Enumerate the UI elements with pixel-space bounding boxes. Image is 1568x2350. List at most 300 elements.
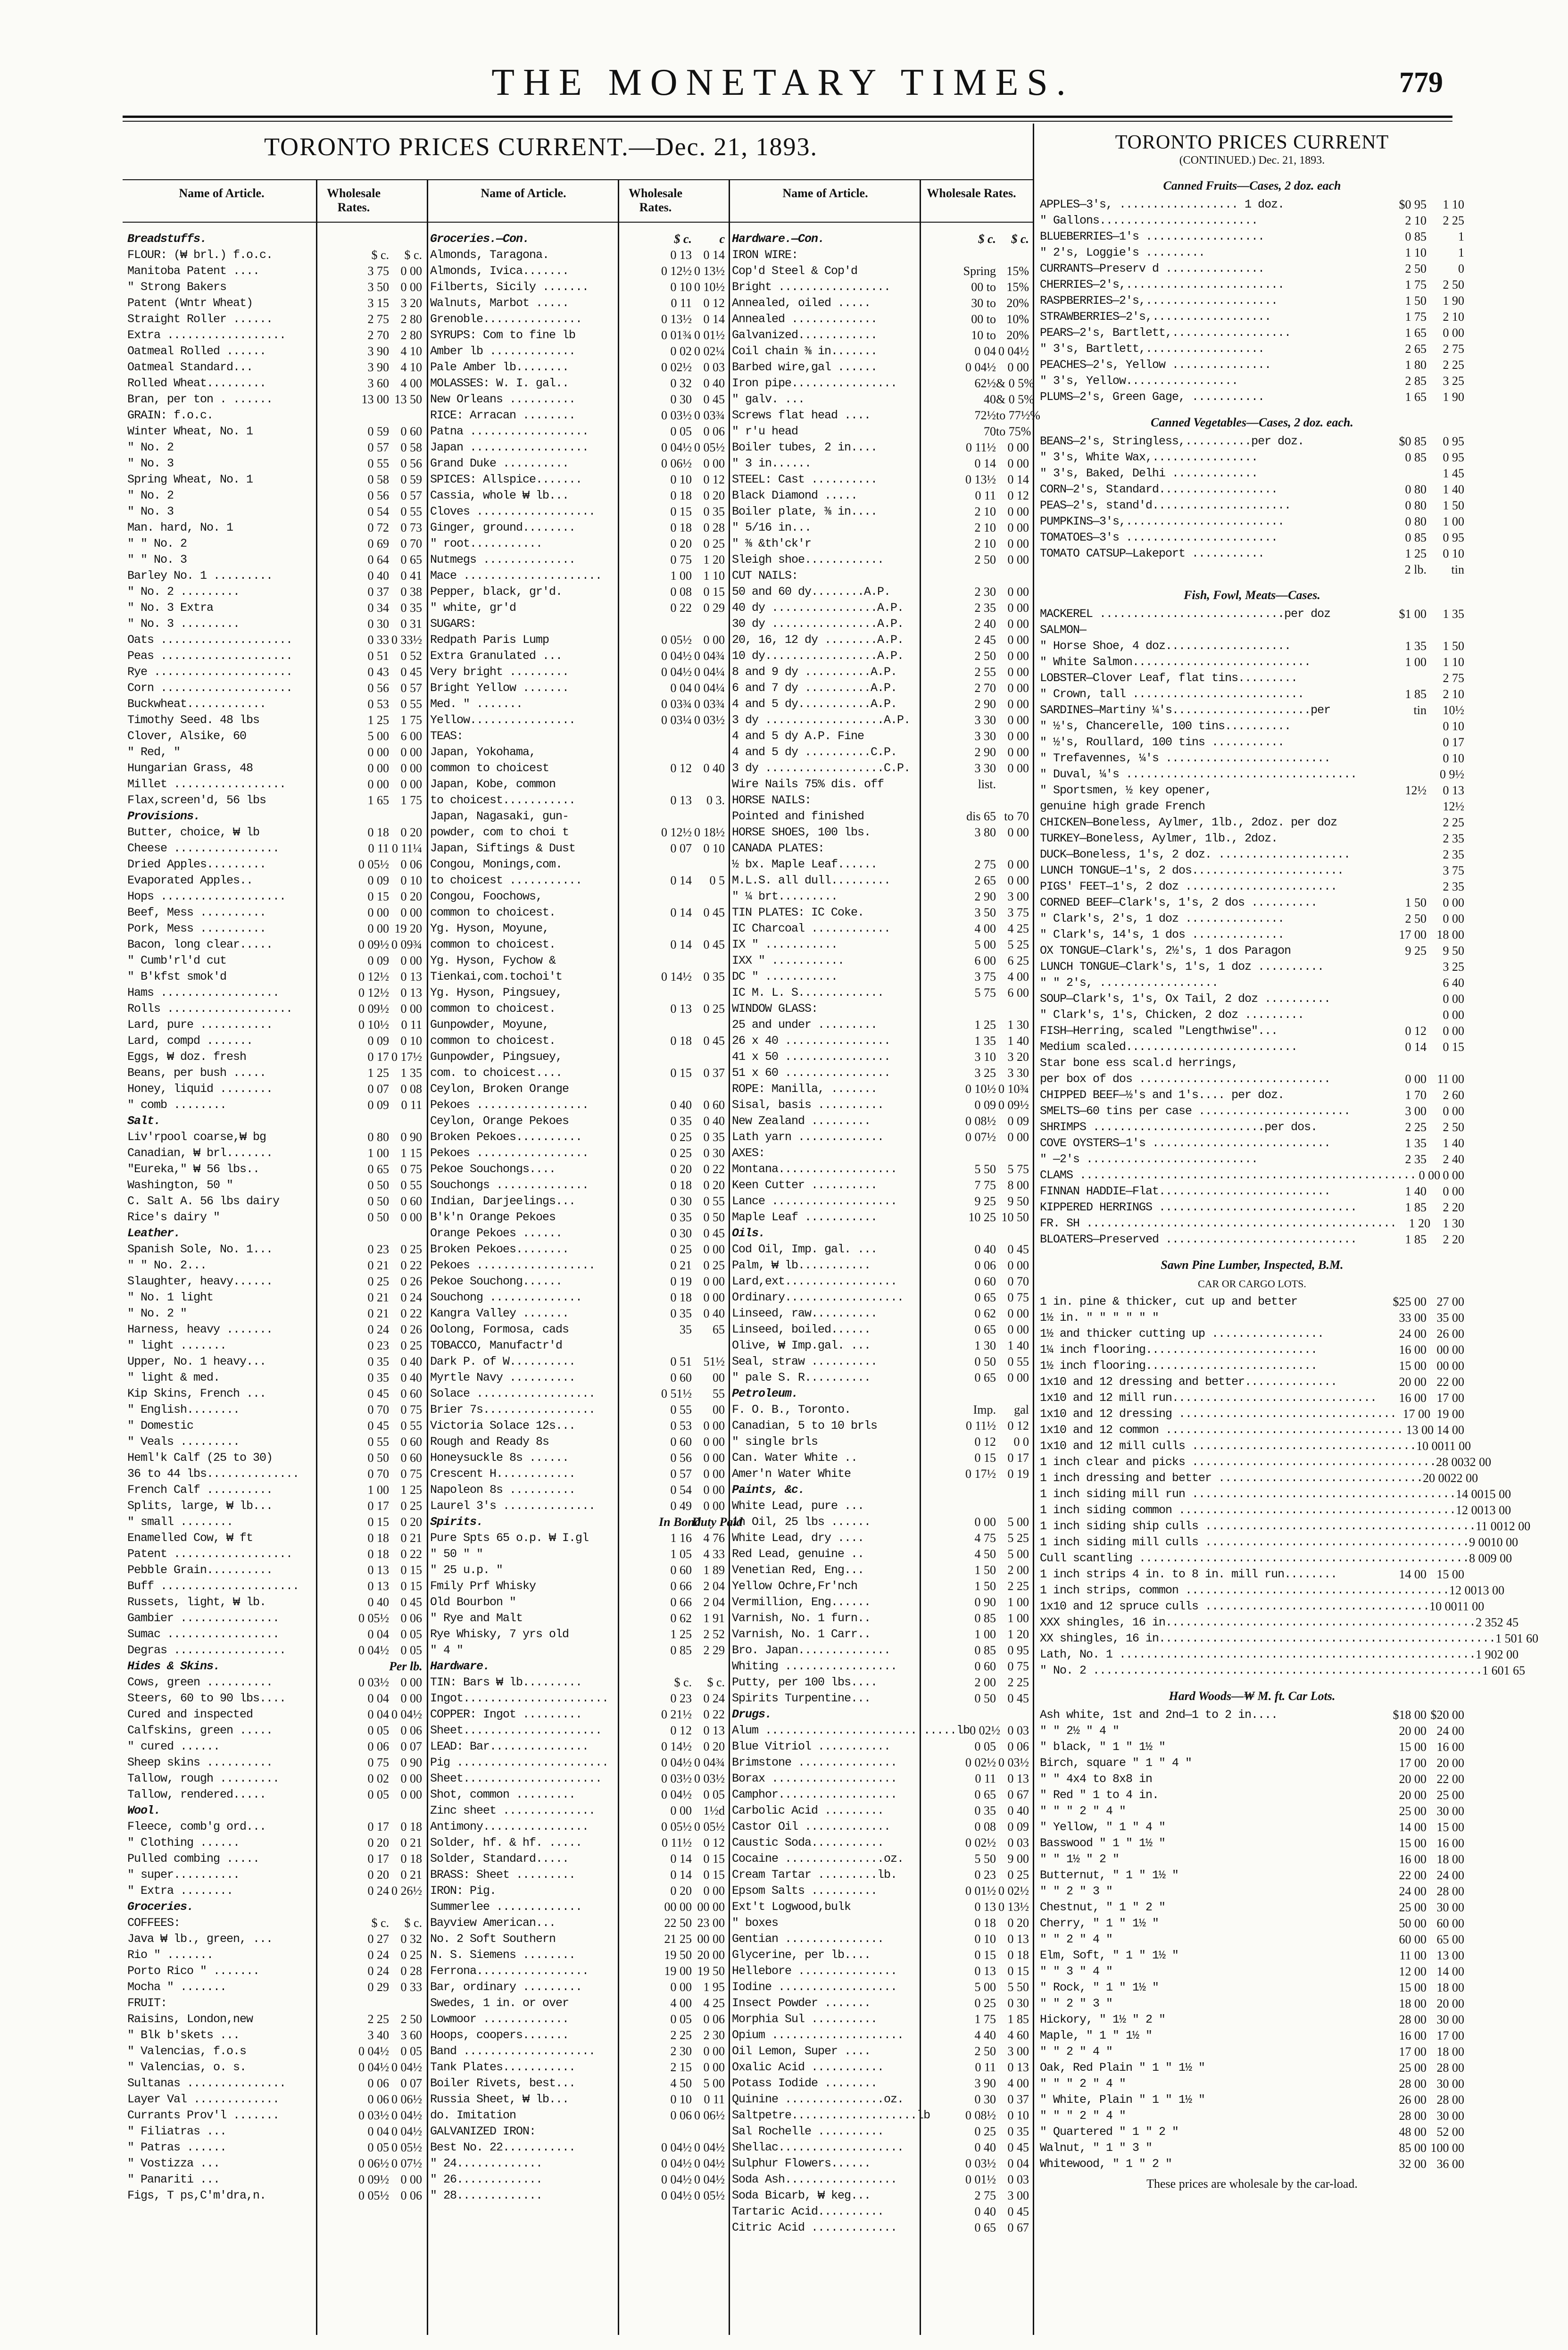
rate-low: 9 25 bbox=[1405, 944, 1427, 958]
price-row bbox=[127, 1354, 422, 1370]
rate-high: 0 13 bbox=[703, 1724, 725, 1737]
article-name: " —2's .......................... bbox=[1040, 1152, 1258, 1166]
price-row bbox=[732, 2188, 1029, 2204]
rate-high bbox=[996, 568, 1029, 584]
rate-low: 0 13 bbox=[974, 1900, 996, 1914]
article-name: common to choicest. bbox=[430, 938, 556, 951]
rate-low: 0 15 bbox=[974, 1948, 996, 1962]
article-name: Sisal, basis .......... bbox=[732, 1098, 884, 1112]
rate-low: 0 06 bbox=[367, 2076, 389, 2090]
rate-high: 0 21 bbox=[400, 1868, 422, 1882]
price-row bbox=[430, 2027, 725, 2043]
rate-high: 3 30 bbox=[1007, 1066, 1029, 1080]
rate-low: 3 90 bbox=[367, 344, 389, 358]
article-name: " " " 2 " 4 " bbox=[1040, 1804, 1126, 1818]
price-row bbox=[430, 792, 725, 808]
article-name: Fleece, comb'g ord... bbox=[127, 1820, 266, 1833]
price-row bbox=[1040, 1964, 1464, 1980]
article-name: Black Diamond ..... bbox=[732, 489, 858, 502]
article-name bbox=[1040, 562, 1389, 578]
rate-high: 0 12 bbox=[1007, 489, 1029, 502]
rate-low: 0 56 bbox=[367, 489, 389, 502]
price-row bbox=[732, 1530, 1029, 1546]
rate-high: 0 10¾ bbox=[998, 1082, 1029, 1096]
price-row bbox=[1040, 670, 1464, 686]
price-row bbox=[430, 1995, 725, 2011]
rate-low: 0 06 bbox=[974, 1258, 996, 1272]
article-name: Mocha " ....... bbox=[127, 1980, 227, 1994]
article-name: White Lead, dry .... bbox=[732, 1531, 864, 1545]
rate-high: 0 35 bbox=[1007, 2125, 1029, 2138]
rate-low bbox=[1389, 799, 1427, 815]
rate-high: 0 38 bbox=[400, 585, 422, 599]
rate-high: 0 00 bbox=[400, 1675, 422, 1689]
article-name: COVE OYSTERS—1's ........................... bbox=[1040, 1136, 1331, 1150]
rate-low: 0 18 bbox=[670, 1178, 692, 1192]
article-name: Lard, compd ....... bbox=[127, 1034, 253, 1048]
price-row bbox=[127, 247, 422, 263]
rate-low: 62½ bbox=[974, 376, 996, 390]
rate-high: 2 00 bbox=[1007, 1563, 1029, 1577]
rate-low: 1 85 bbox=[1405, 1200, 1427, 1214]
rate-high: 2 50 bbox=[1443, 1120, 1464, 1134]
price-row bbox=[127, 311, 422, 327]
rate-low: 2 30 bbox=[974, 585, 996, 599]
price-row bbox=[430, 1033, 725, 1049]
rate-low: 0 54 bbox=[367, 505, 389, 518]
rate-high: 4 00 bbox=[1007, 970, 1029, 983]
rate-low: 0 60 bbox=[670, 1563, 692, 1577]
rate-high: 20 00 bbox=[1436, 1756, 1464, 1770]
rate-high: 3 00 bbox=[1007, 2044, 1029, 2058]
rate-low: 1 40 bbox=[1405, 1184, 1427, 1198]
price-row bbox=[1040, 783, 1464, 799]
price-row bbox=[430, 760, 725, 776]
article-name: Walnut, " 1 " 3 " bbox=[1040, 2141, 1153, 2155]
rate-high: 0 13 bbox=[1007, 2060, 1029, 2074]
rate-high: 0 00 bbox=[400, 2173, 422, 2186]
price-row bbox=[732, 1049, 1029, 1065]
price-row bbox=[732, 1546, 1029, 1562]
article-name: Straight Roller ...... bbox=[127, 312, 273, 326]
rate-low: 3 60 bbox=[367, 376, 389, 390]
rate-high: 0 00 bbox=[1007, 553, 1029, 567]
article-name: genuine high grade French bbox=[1040, 800, 1205, 813]
article-name: Putty, per 100 lbs.... bbox=[732, 1675, 878, 1689]
price-row bbox=[1040, 638, 1464, 654]
article-name: " No. 2 ........................................................... bbox=[1040, 1664, 1483, 1677]
rate-low: 0 01¾ bbox=[661, 328, 692, 342]
article-name: Brier 7s................. bbox=[430, 1403, 596, 1417]
article-name: Sheet..................... bbox=[430, 1772, 602, 1785]
rate-high: 5 25 bbox=[1007, 938, 1029, 951]
price-row bbox=[127, 632, 422, 648]
article-name: Manitoba Patent .... bbox=[127, 264, 260, 278]
rate-high: 4 33 bbox=[703, 1547, 725, 1561]
rate-high: 1 89 bbox=[703, 1563, 725, 1577]
rate-high: 0 05 bbox=[400, 1627, 422, 1641]
rate-low: 9 00 bbox=[1469, 1535, 1491, 1549]
price-row bbox=[732, 632, 1029, 648]
price-row bbox=[1040, 229, 1464, 245]
rate-low: 1 75 bbox=[1405, 310, 1427, 324]
rate-high: 0 30 bbox=[703, 1146, 725, 1160]
price-row bbox=[1040, 1631, 1539, 1647]
rate-high: 1 45 bbox=[1443, 467, 1464, 480]
article-name: 1 inch siding mill run ........................................ bbox=[1040, 1487, 1456, 1501]
rate-low: 0 13 bbox=[670, 793, 692, 807]
rate-low bbox=[1389, 466, 1427, 482]
price-row bbox=[1040, 2140, 1464, 2156]
price-row bbox=[127, 1161, 422, 1177]
rate-high: 2 60 bbox=[1443, 1088, 1464, 1102]
rate-high bbox=[692, 985, 725, 1001]
price-row bbox=[127, 1498, 422, 1514]
price-row bbox=[127, 1835, 422, 1851]
article-name: Dried Apples......... bbox=[127, 858, 266, 871]
rate-low: 0 50 bbox=[974, 1355, 996, 1368]
rate-high: 24 00 bbox=[1436, 1724, 1464, 1738]
article-name: " Veals ......... bbox=[127, 1435, 240, 1449]
price-row bbox=[430, 664, 725, 680]
article-name: Almonds, Taragona. bbox=[430, 248, 549, 262]
rate-high: 0 45 bbox=[703, 906, 725, 919]
rate-low: 0 40 bbox=[367, 569, 389, 583]
rate-high: 1 90 bbox=[1443, 390, 1464, 404]
price-row bbox=[1040, 879, 1464, 895]
article-name: Beans, per bush ..... bbox=[127, 1066, 266, 1080]
article-name: Best No. 22........... bbox=[430, 2141, 576, 2154]
rate-high: 00 00 bbox=[1436, 1359, 1464, 1373]
rate-low: 0 02½ bbox=[970, 1724, 1001, 1737]
article-name: " Crown, tall .......................... bbox=[1040, 687, 1304, 701]
article-name: " Yellow, " 1 " 4 " bbox=[1040, 1820, 1166, 1834]
article-name: " 28............. bbox=[430, 2189, 543, 2202]
col3-name-header: Name of Article. bbox=[782, 186, 868, 200]
rate-high: 5 75 bbox=[1007, 1162, 1029, 1176]
rate-high: 5 25 bbox=[1007, 1531, 1029, 1545]
rate-low: 0 09 bbox=[367, 954, 389, 967]
rate-high: 1 50 bbox=[1443, 639, 1464, 653]
rate-low bbox=[1389, 847, 1427, 863]
section-heading: Canned Fruits—Cases, 2 doz. each bbox=[1163, 179, 1341, 192]
rate-low: dis 65 bbox=[966, 809, 996, 823]
rate-low: 10 25 bbox=[968, 1210, 996, 1224]
rate-high: 2 20 bbox=[1443, 1233, 1464, 1246]
rate-high: 2 25 bbox=[1443, 816, 1464, 829]
section-heading bbox=[127, 1113, 422, 1129]
rate-high: 0 05½ bbox=[391, 2141, 422, 2154]
rate-high: 0 04½ bbox=[391, 2125, 422, 2138]
article-name: 1x10 and 12 spruce culls .................................. bbox=[1040, 1600, 1430, 1613]
rate-high: 20% bbox=[1006, 328, 1029, 342]
rate-low: 0 85 bbox=[1405, 230, 1427, 243]
rate-high: 0 02½ bbox=[998, 1884, 1029, 1898]
article-name: Morphia Sul .......... bbox=[732, 2012, 878, 2026]
price-row bbox=[1040, 1835, 1464, 1851]
rate-high: 0 05 bbox=[400, 2044, 422, 2058]
article-name: FR. SH ............................................... bbox=[1040, 1217, 1397, 1230]
rate-low: 0 25 bbox=[670, 1130, 692, 1144]
price-row bbox=[430, 937, 725, 953]
rate-high: 4 10 bbox=[400, 344, 422, 358]
article-name: Raisins, London,new bbox=[127, 2012, 253, 2026]
rate-high: 18 00 bbox=[1436, 2045, 1464, 2058]
price-row bbox=[1040, 1055, 1464, 1071]
rate-high: 0 09 bbox=[1007, 1114, 1029, 1128]
article-name: Dark P. of W.......... bbox=[430, 1355, 576, 1368]
article-name: Enamelled Cow, ₩ ft bbox=[127, 1531, 253, 1545]
rate-high: 0 11¼ bbox=[391, 842, 422, 855]
article-name: Spanish Sole, No. 1... bbox=[127, 1242, 273, 1256]
rate-high: 0 75 bbox=[400, 1467, 422, 1481]
rate-high: 28 00 bbox=[1436, 1884, 1464, 1898]
price-row bbox=[127, 1258, 422, 1274]
rate-low: 1 00 bbox=[974, 1627, 996, 1641]
price-row bbox=[732, 1803, 1029, 1819]
price-row bbox=[732, 568, 1029, 584]
rate-high: 0 67 bbox=[1007, 1788, 1029, 1801]
rate-high bbox=[996, 1001, 1029, 1017]
rate-high: 0 00 bbox=[703, 457, 725, 470]
rate-low: 0 18 bbox=[367, 825, 389, 839]
price-row bbox=[732, 664, 1029, 680]
section-heading bbox=[430, 1514, 743, 1530]
article-name: Spring Wheat, No. 1 bbox=[127, 473, 253, 486]
article-name: SHRIMPS ..........................per dos. bbox=[1040, 1120, 1318, 1134]
rate-high: 0 25 bbox=[400, 1948, 422, 1962]
article-name: Leather. bbox=[127, 1226, 181, 1240]
rate-high: 30 00 bbox=[1436, 2013, 1464, 2026]
rate-high: 0 70 bbox=[1007, 1275, 1029, 1288]
article-name: " Panariti ... bbox=[127, 2173, 220, 2186]
article-name: Gambier ............... bbox=[127, 1611, 280, 1625]
price-row bbox=[127, 953, 422, 969]
article-name: 36 to 44 lbs.............. bbox=[127, 1467, 299, 1481]
rate-low: 4 40 bbox=[974, 2028, 996, 2042]
article-name: Pepper, black, gr'd. bbox=[430, 585, 563, 599]
rate-low: 2 10 bbox=[1405, 214, 1427, 227]
price-row bbox=[430, 359, 725, 375]
rate-low: $0 95 bbox=[1399, 198, 1427, 211]
article-name: " r'u head bbox=[732, 425, 798, 438]
rate-high: gal bbox=[1014, 1403, 1029, 1417]
price-row bbox=[430, 2172, 725, 2188]
rate-low: 0 05½ bbox=[358, 858, 389, 871]
col3-rates-header: Wholesale Rates. bbox=[927, 186, 1016, 200]
article-name: White Lead, pure ... bbox=[732, 1499, 864, 1513]
rate-low: 1 60 bbox=[1482, 1664, 1504, 1677]
rate-high: 2 75 bbox=[1443, 671, 1464, 685]
rate-high: 0 04½ bbox=[998, 344, 1029, 358]
rate-high: 0 28 bbox=[703, 521, 725, 534]
rate-low: 0 04½ bbox=[358, 2044, 389, 2058]
rate-high: 19 20 bbox=[394, 922, 422, 935]
rate-low: 1 00 bbox=[670, 569, 692, 583]
rate-high: 2 40 bbox=[1443, 1152, 1464, 1166]
article-name: STEEL: Cast .......... bbox=[732, 473, 878, 486]
article-name: Beef, Mess .......... bbox=[127, 906, 266, 919]
rate-high: 24 00 bbox=[1436, 1868, 1464, 1882]
price-row bbox=[127, 1033, 422, 1049]
price-row bbox=[127, 295, 422, 311]
rate-high: 0 03¾ bbox=[694, 408, 725, 422]
price-row bbox=[1040, 1707, 1464, 1723]
rate-high: 0 22 bbox=[400, 1307, 422, 1320]
price-row bbox=[430, 1723, 725, 1739]
rate-low: 0 12½ bbox=[358, 986, 389, 1000]
price-row bbox=[127, 1675, 422, 1691]
price-row bbox=[732, 2140, 1029, 2156]
rate-high: 0 11 bbox=[704, 2092, 725, 2106]
price-row bbox=[1040, 1803, 1464, 1819]
price-row bbox=[732, 1290, 1029, 1306]
rate-high: 5 00 bbox=[1007, 1547, 1029, 1561]
price-row bbox=[430, 873, 725, 889]
article-name: Rye ..................... bbox=[127, 665, 293, 679]
article-name: Kangra Valley ....... bbox=[430, 1307, 569, 1320]
rate-low: 0 90 bbox=[974, 1595, 996, 1609]
article-name: Shellac................... bbox=[732, 2141, 904, 2154]
rate-low bbox=[659, 776, 692, 792]
section-heading bbox=[732, 1482, 1029, 1498]
article-name: " Valencias, o. s. bbox=[127, 2060, 247, 2074]
colhdr-rule bbox=[123, 222, 1033, 223]
article-name: " No. 3 Extra bbox=[127, 601, 214, 615]
rate-low: 12½ bbox=[1405, 783, 1427, 797]
rate-low: 1 25 bbox=[367, 713, 389, 727]
rate-low: 0 10 bbox=[670, 2092, 692, 2106]
article-name: Pekoes ................. bbox=[430, 1098, 589, 1112]
article-name: Whitewood, " 1 " 2 " bbox=[1040, 2157, 1172, 2171]
article-name: Pig ....................... bbox=[430, 1756, 609, 1769]
price-row bbox=[1040, 1787, 1464, 1803]
rate-high: 0 20 bbox=[703, 489, 725, 502]
rate-low: 16 00 bbox=[1399, 1391, 1427, 1405]
rate-high: 0 10 bbox=[400, 1034, 422, 1048]
price-row bbox=[127, 1610, 422, 1626]
price-row bbox=[1040, 277, 1464, 293]
rate-low: 0 14 bbox=[670, 1852, 692, 1866]
rate-low: 3 30 bbox=[974, 729, 996, 743]
price-row bbox=[430, 1450, 725, 1466]
rate-low: 00 to bbox=[971, 312, 996, 326]
price-row bbox=[732, 1883, 1029, 1899]
price-row bbox=[732, 1899, 1029, 1915]
rate-high: 0 45 bbox=[1007, 1242, 1029, 1256]
rate-low: 1 35 bbox=[1405, 639, 1427, 653]
article-name: TIN PLATES: IC Coke. bbox=[732, 906, 864, 919]
rate-high: 3 00 bbox=[1007, 2189, 1029, 2202]
page-number: 779 bbox=[1399, 67, 1443, 99]
rate-high bbox=[692, 776, 725, 792]
article-name: Potass Iodide ........ bbox=[732, 2076, 878, 2090]
rate-low: 0 03¼ bbox=[661, 713, 692, 727]
rate-low: 0 65 bbox=[974, 1371, 996, 1384]
article-name: Bacon, long clear..... bbox=[127, 938, 273, 951]
price-row bbox=[127, 728, 422, 744]
rate-low: 1 50 bbox=[974, 1563, 996, 1577]
price-row bbox=[732, 1322, 1029, 1338]
rate-low: $ c. bbox=[371, 248, 389, 262]
rate-high bbox=[692, 921, 725, 937]
price-row bbox=[430, 392, 725, 408]
article-name: Pale Amber lb........ bbox=[430, 360, 569, 374]
rate-low: 25 00 bbox=[1399, 2061, 1427, 2075]
price-row bbox=[127, 1851, 422, 1867]
rate-low: 0 09 bbox=[367, 874, 389, 887]
section-heading bbox=[732, 1707, 1029, 1723]
rate-high: 0 10 bbox=[1443, 751, 1464, 765]
article-name: 1½ inch flooring.......................... bbox=[1040, 1359, 1318, 1373]
article-name: Star bone ess scal.d herrings, bbox=[1040, 1056, 1238, 1070]
price-row bbox=[430, 1482, 725, 1498]
rate-high: 00 bbox=[713, 1403, 725, 1417]
rate-low: 0 75 bbox=[670, 553, 692, 567]
rate-high: 0 10 bbox=[1443, 547, 1464, 560]
article-name: " Patras ...... bbox=[127, 2141, 227, 2154]
rate-low: 0 00 bbox=[367, 922, 389, 935]
article-name: Tienkai,com.tochoi't bbox=[430, 970, 563, 983]
rate-low: 0 19 bbox=[670, 1275, 692, 1288]
price-row bbox=[127, 664, 422, 680]
rate-high: 28 00 bbox=[1436, 2061, 1464, 2075]
price-row bbox=[430, 1530, 725, 1546]
rate-low: 0 05 bbox=[367, 2141, 389, 2154]
rate-high: 0 25 bbox=[400, 1499, 422, 1513]
price-row bbox=[1040, 1119, 1464, 1135]
rate-high: 28 00 bbox=[1436, 2093, 1464, 2107]
rate-low: 0 66 bbox=[670, 1579, 692, 1593]
price-row bbox=[732, 488, 1029, 504]
rate-high: 0 20 bbox=[703, 1740, 725, 1753]
article-name: Laurel 3's .............. bbox=[430, 1499, 596, 1513]
article-name: COPPER: Ingot ......... bbox=[430, 1708, 582, 1721]
rate-low: 22 50 bbox=[664, 1916, 692, 1930]
rate-low: 10 00 bbox=[1416, 1439, 1444, 1453]
rate-low: 2 35 bbox=[974, 601, 996, 615]
rate-low: 2 70 bbox=[367, 328, 389, 342]
article-name: Annealed, oiled ..... bbox=[732, 296, 871, 310]
price-row bbox=[430, 1113, 725, 1129]
article-name: Russia Sheet, ₩ lb... bbox=[430, 2092, 569, 2106]
rate-high: 0 00 bbox=[1007, 360, 1029, 374]
price-row bbox=[127, 520, 422, 536]
rate-high: 5 00 bbox=[1007, 1515, 1029, 1529]
article-name: " Clark's, 14's, 1 dos .............. bbox=[1040, 928, 1285, 942]
article-name: CHIPPED BEEF—½'s and 1's.... per doz. bbox=[1040, 1088, 1285, 1102]
price-row bbox=[127, 1771, 422, 1787]
rate-low: 0 04½ bbox=[965, 360, 996, 374]
price-row bbox=[127, 392, 422, 408]
section-heading bbox=[732, 231, 1029, 247]
article-name: Can. Water White .. bbox=[732, 1451, 858, 1465]
rate-high: 1 25 bbox=[400, 1483, 422, 1497]
price-row bbox=[127, 440, 422, 456]
article-name: LEAD: Bar............... bbox=[430, 1740, 589, 1753]
rate-high: 0 15 bbox=[400, 1563, 422, 1577]
article-name: Tartaric Acid.......... bbox=[732, 2205, 884, 2218]
rate-high: 0 04½ bbox=[391, 2108, 422, 2122]
rate-high: 100 00 bbox=[1430, 2141, 1464, 2155]
article-name: Bar, ordinary ......... bbox=[430, 1980, 582, 1994]
rate-high: 0 06½ bbox=[391, 2092, 422, 2106]
price-row bbox=[1040, 1326, 1464, 1342]
price-row bbox=[127, 1306, 422, 1322]
price-row bbox=[732, 1113, 1029, 1129]
rate-low: 0 21½ bbox=[661, 1708, 692, 1721]
price-row bbox=[430, 1594, 725, 1610]
